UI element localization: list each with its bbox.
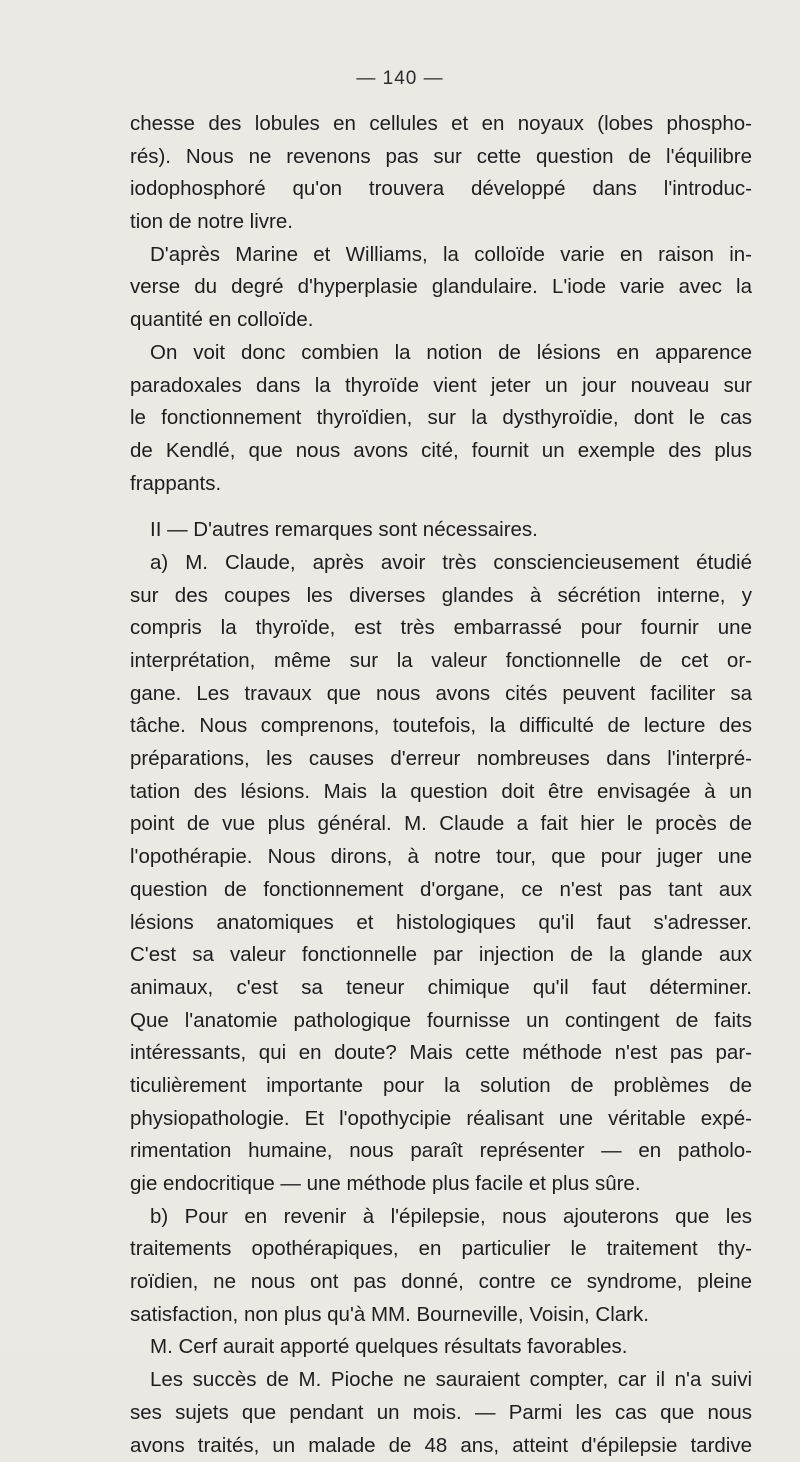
body-text [130, 108, 752, 1462]
text-line: rés). Nous ne revenons pas sur cette question de l'équilibre [130, 141, 752, 174]
text-line: gane. Les travaux que nous avons cités peuvent faciliter sa [130, 678, 752, 711]
text-line: iodophosphoré qu'on trouvera développé dans l'introduc- [130, 173, 752, 206]
text-line: sur des coupes les diverses glandes à sécrétion interne, y [130, 580, 752, 613]
text-line: traitements opothérapiques, en particulier le traitement thy- [130, 1233, 752, 1266]
text-line: frappants. [130, 468, 752, 501]
text-line: ses sujets que pendant un mois. — Parmi les cas que nous [130, 1397, 752, 1430]
text-line: animaux, c'est sa teneur chimique qu'il faut déterminer. [130, 972, 752, 1005]
text-line: roïdien, ne nous ont pas donné, contre ce syndrome, pleine [130, 1266, 752, 1299]
text-line: interprétation, même sur la valeur fonctionnelle de cet or- [130, 645, 752, 678]
text-line: physiopathologie. Et l'opothycipie réalisant une véritable expé- [130, 1103, 752, 1136]
text-line: rimentation humaine, nous paraît représenter — en patholo- [130, 1135, 752, 1168]
text-line: Les succès de M. Pioche ne sauraient compter, car il n'a suivi [130, 1364, 752, 1397]
text-line: avons traités, un malade de 48 ans, atteint d'épilepsie tardive [130, 1430, 752, 1462]
text-line: tation des lésions. Mais la question doit être envisagée à un [130, 776, 752, 809]
text-line: le fonctionnement thyroïdien, sur la dysthyroïdie, dont le cas [130, 402, 752, 435]
text-line: lésions anatomiques et histologiques qu'il faut s'adresser. [130, 907, 752, 940]
text-line: D'après Marine et Williams, la colloïde varie en raison in- [130, 239, 752, 272]
text-line: paradoxales dans la thyroïde vient jeter un jour nouveau sur [130, 370, 752, 403]
text-line: Que l'anatomie pathologique fournisse un contingent de faits [130, 1005, 752, 1038]
text-line: b) Pour en revenir à l'épilepsie, nous ajouterons que les [130, 1201, 752, 1234]
text-line: préparations, les causes d'erreur nombreuses dans l'interpré- [130, 743, 752, 776]
text-line: quantité en colloïde. [130, 304, 752, 337]
text-line: On voit donc combien la notion de lésions en apparence [130, 337, 752, 370]
text-line: tâche. Nous comprenons, toutefois, la difficulté de lecture des [130, 710, 752, 743]
text-line: intéressants, qui en doute? Mais cette méthode n'est pas par- [130, 1037, 752, 1070]
text-line: satisfaction, non plus qu'à MM. Bourneville, Voisin, Clark. [130, 1299, 752, 1332]
text-line: C'est sa valeur fonctionnelle par injection de la glande aux [130, 939, 752, 972]
text-line: a) M. Claude, après avoir très consciencieusement étudié [130, 547, 752, 580]
text-line: gie endocritique — une méthode plus facile et plus sûre. [130, 1168, 752, 1201]
text-line: l'opothérapie. Nous dirons, à notre tour, que pour juger une [130, 841, 752, 874]
text-line: ticulièrement importante pour la solution de problèmes de [130, 1070, 752, 1103]
text-line: chesse des lobules en cellules et en noyaux (lobes phospho- [130, 108, 752, 141]
text-line: tion de notre livre. [130, 206, 752, 239]
section-heading-line: II — D'autres remarques sont nécessaires. [130, 514, 752, 547]
text-line: point de vue plus général. M. Claude a fait hier le procès de [130, 808, 752, 841]
text-line: question de fonctionnement d'organe, ce n'est pas tant aux [130, 874, 752, 907]
text-line: compris la thyroïde, est très embarrassé pour fournir une [130, 612, 752, 645]
text-line: M. Cerf aurait apporté quelques résultats favorables. [130, 1331, 752, 1364]
text-line: verse du degré d'hyperplasie glandulaire. L'iode varie avec la [130, 271, 752, 304]
paragraph-gap [130, 500, 752, 514]
page-number: — 140 — [0, 68, 800, 90]
text-line: de Kendlé, que nous avons cité, fournit un exemple des plus [130, 435, 752, 468]
